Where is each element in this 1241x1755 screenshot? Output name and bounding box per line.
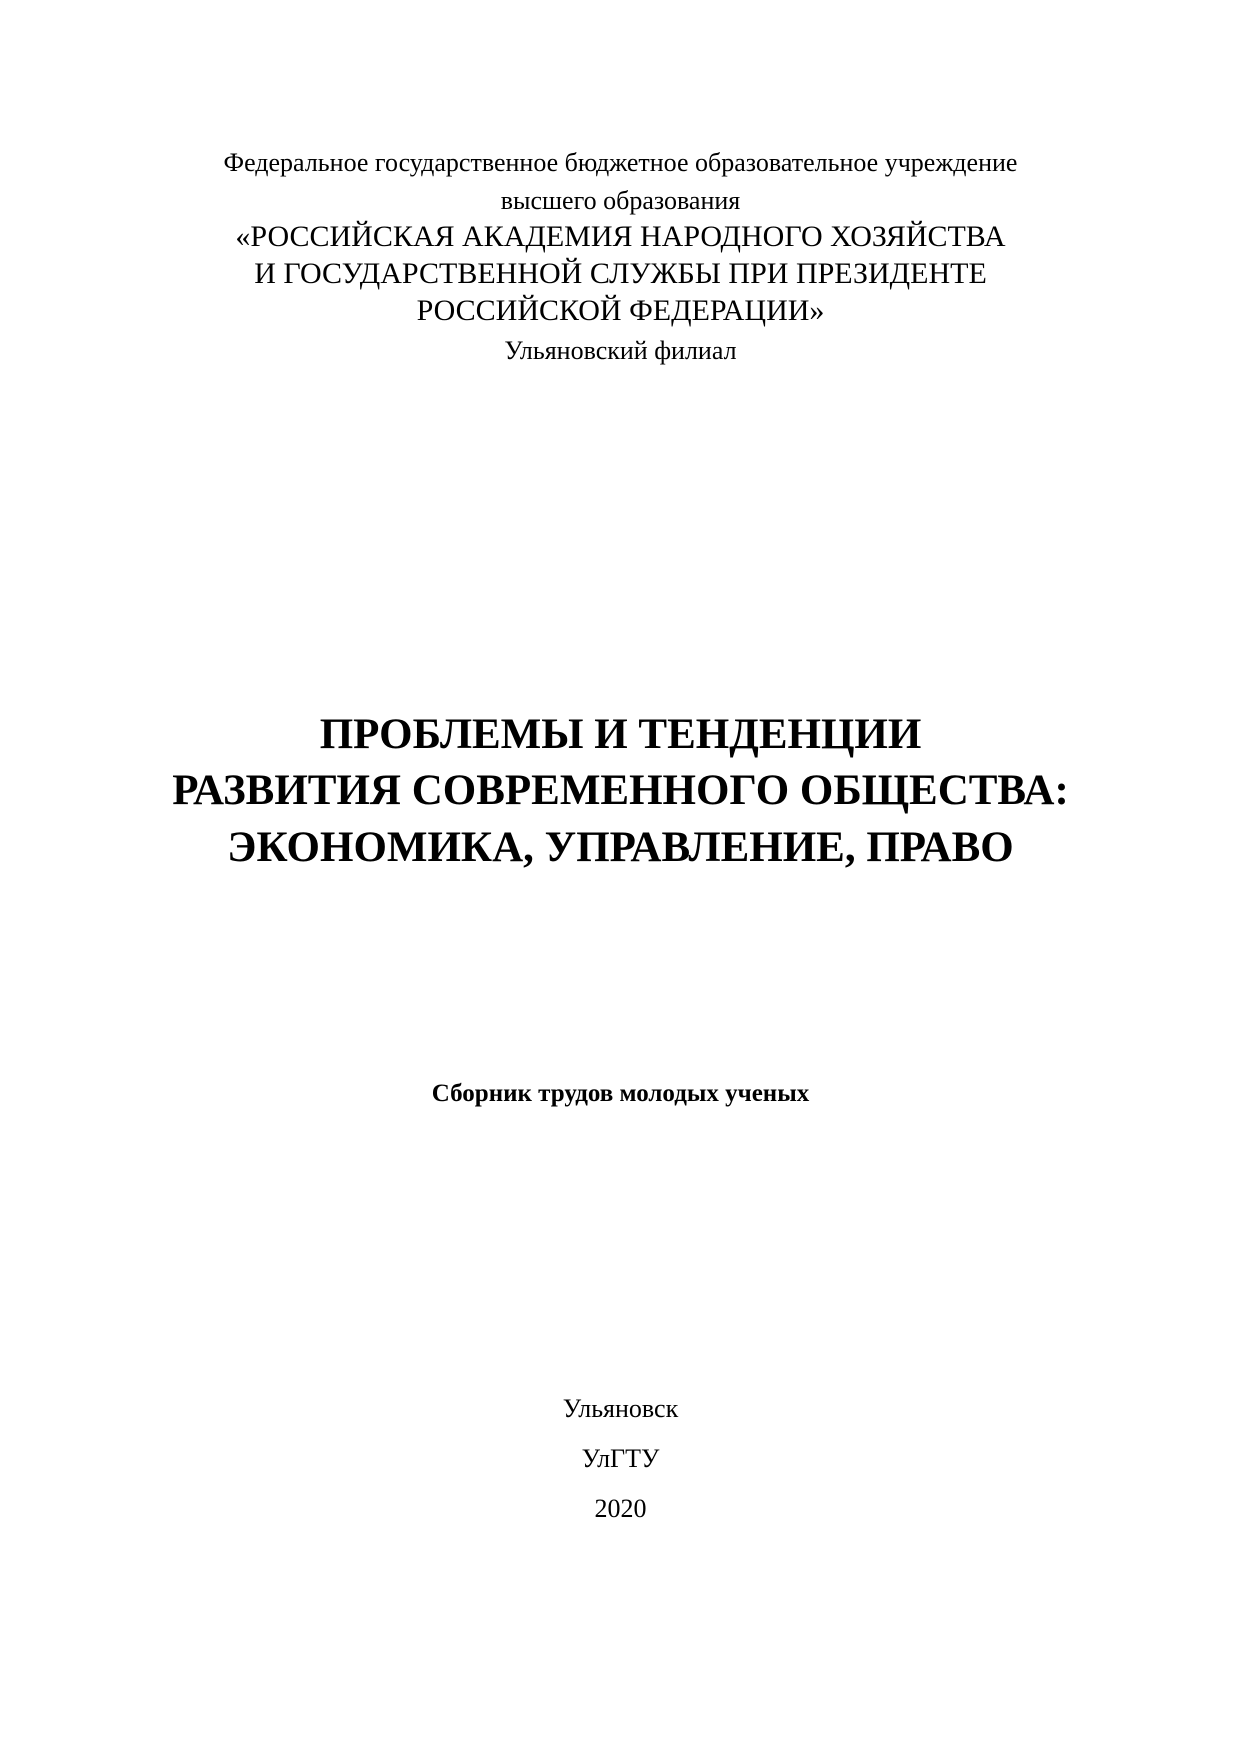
title-line-2: РАЗВИТИЯ СОВРЕМЕННОГО ОБЩЕСТВА: bbox=[172, 767, 1069, 814]
title-line-1: ПРОБЛЕМЫ И ТЕНДЕНЦИИ bbox=[319, 711, 922, 758]
header-line-4: И ГОСУДАРСТВЕННОЙ СЛУЖБЫ ПРИ ПРЕЗИДЕНТЕ bbox=[254, 257, 987, 290]
document-subtitle: Сборник трудов молодых ученых bbox=[431, 1080, 810, 1107]
imprint-city: Ульяновск bbox=[562, 1394, 679, 1423]
header-line-5: РОССИЙСКОЙ ФЕДЕРАЦИИ» bbox=[416, 294, 825, 327]
title-line-3: ЭКОНОМИКА, УПРАВЛЕНИЕ, ПРАВО bbox=[227, 824, 1014, 871]
imprint-publisher: УлГТУ bbox=[581, 1444, 660, 1473]
header-line-2: высшего образования bbox=[500, 186, 741, 215]
imprint-year: 2020 bbox=[594, 1494, 647, 1523]
header-line-1: Федеральное государственное бюджетное образовательное учреждение bbox=[223, 148, 1018, 177]
header-line-6: Ульяновский филиал bbox=[504, 336, 737, 365]
header-line-3: «РОССИЙСКАЯ АКАДЕМИЯ НАРОДНОГО ХОЗЯЙСТВА bbox=[235, 220, 1006, 253]
